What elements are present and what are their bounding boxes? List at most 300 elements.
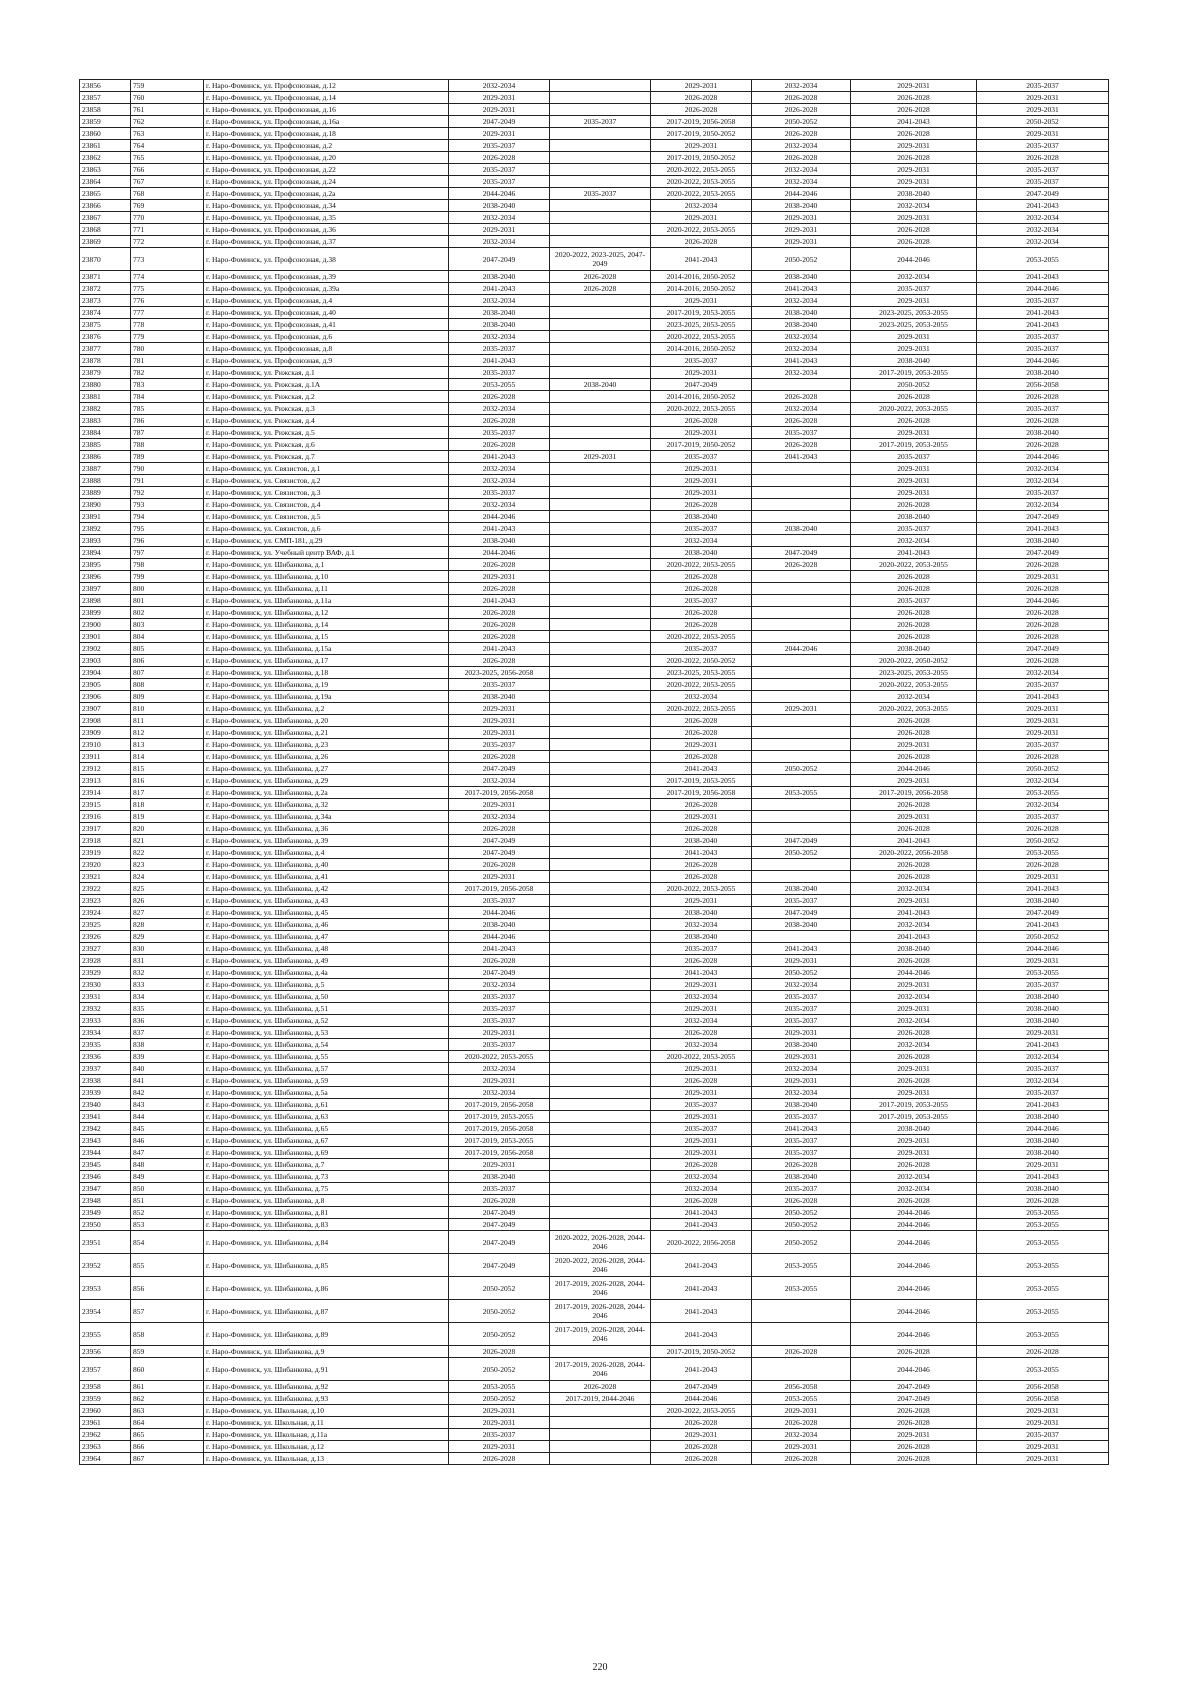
cell-row-id: 23929: [80, 967, 131, 979]
cell-item-number: 789: [131, 451, 204, 463]
cell-period-a: 2053-2055: [449, 379, 550, 391]
cell-period-e: 2044-2046: [851, 967, 977, 979]
cell-address: г. Наро-Фоминск, ул. Рижская, д.4: [204, 415, 449, 427]
cell-period-c: 2029-2031: [651, 739, 752, 751]
cell-period-c: 2044-2046: [651, 1393, 752, 1405]
cell-row-id: 23917: [80, 823, 131, 835]
cell-item-number: 862: [131, 1393, 204, 1405]
cell-period-e: 2029-2031: [851, 1429, 977, 1441]
cell-period-b: 2020-2022, 2023-2025, 2047-2049: [550, 248, 651, 271]
cell-period-a: 2044-2046: [449, 188, 550, 200]
cell-period-e: 2026-2028: [851, 871, 977, 883]
cell-item-number: 770: [131, 212, 204, 224]
cell-period-c: 2020-2022, 2053-2055: [651, 883, 752, 895]
cell-item-number: 826: [131, 895, 204, 907]
cell-period-b: [550, 1099, 651, 1111]
cell-row-id: 23913: [80, 775, 131, 787]
table-row: [80, 128, 1109, 140]
cell-period-d: [752, 679, 851, 691]
cell-address: г. Наро-Фоминск, ул. Связистов, д.3: [204, 487, 449, 499]
cell-period-b: 2035-2037: [550, 116, 651, 128]
cell-period-c: 2014-2016, 2050-2052: [651, 283, 752, 295]
cell-address: г. Наро-Фоминск, ул. Шибанкова, д.34а: [204, 811, 449, 823]
cell-period-b: [550, 475, 651, 487]
cell-period-d: 2038-2040: [752, 319, 851, 331]
cell-period-d: 2026-2028: [752, 1346, 851, 1358]
cell-address: г. Наро-Фоминск, ул. Шибанкова, д.29: [204, 775, 449, 787]
cell-period-e: 2035-2037: [851, 523, 977, 535]
cell-period-d: 2044-2046: [752, 643, 851, 655]
table-row: [80, 295, 1109, 307]
cell-row-id: 23857: [80, 92, 131, 104]
cell-period-c: 2026-2028: [651, 571, 752, 583]
cell-period-a: 2017-2019, 2056-2058: [449, 1147, 550, 1159]
cell-period-f: 2056-2058: [977, 379, 1109, 391]
cell-item-number: 821: [131, 835, 204, 847]
cell-row-id: 23937: [80, 1063, 131, 1075]
cell-address: г. Наро-Фоминск, ул. Связистов, д.2: [204, 475, 449, 487]
cell-row-id: 23886: [80, 451, 131, 463]
cell-period-e: 2026-2028: [851, 128, 977, 140]
cell-item-number: 779: [131, 331, 204, 343]
cell-address: г. Наро-Фоминск, ул. Шибанкова, д.67: [204, 1135, 449, 1147]
cell-period-a: 2035-2037: [449, 679, 550, 691]
cell-period-e: 2026-2028: [851, 1075, 977, 1087]
cell-period-a: 2047-2049: [449, 835, 550, 847]
cell-period-d: [752, 607, 851, 619]
cell-address: г. Наро-Фоминск, ул. Связистов, д.4: [204, 499, 449, 511]
cell-period-d: 2035-2037: [752, 991, 851, 1003]
cell-period-b: [550, 463, 651, 475]
cell-period-d: 2032-2034: [752, 140, 851, 152]
table-row: [80, 1219, 1109, 1231]
cell-row-id: 23922: [80, 883, 131, 895]
cell-period-c: 2029-2031: [651, 140, 752, 152]
cell-period-b: [550, 679, 651, 691]
table-row: [80, 799, 1109, 811]
cell-item-number: 841: [131, 1075, 204, 1087]
cell-period-d: 2041-2043: [752, 943, 851, 955]
cell-period-f: 2026-2028: [977, 391, 1109, 403]
cell-period-e: 2032-2034: [851, 883, 977, 895]
cell-item-number: 863: [131, 1405, 204, 1417]
table-row: [80, 691, 1109, 703]
cell-period-b: [550, 619, 651, 631]
cell-period-e: 2029-2031: [851, 80, 977, 92]
cell-period-f: 2041-2043: [977, 307, 1109, 319]
cell-row-id: 23881: [80, 391, 131, 403]
cell-item-number: 832: [131, 967, 204, 979]
cell-period-d: 2041-2043: [752, 283, 851, 295]
cell-period-f: 2038-2040: [977, 1183, 1109, 1195]
cell-period-b: 2026-2028: [550, 283, 651, 295]
cell-period-f: 2029-2031: [977, 703, 1109, 715]
table-row: [80, 1015, 1109, 1027]
cell-period-e: 2038-2040: [851, 643, 977, 655]
cell-period-b: [550, 511, 651, 523]
cell-period-e: 2026-2028: [851, 104, 977, 116]
cell-period-d: 2029-2031: [752, 1075, 851, 1087]
cell-period-c: 2041-2043: [651, 847, 752, 859]
cell-period-c: 2029-2031: [651, 295, 752, 307]
cell-period-f: 2047-2049: [977, 907, 1109, 919]
cell-period-e: 2035-2037: [851, 283, 977, 295]
cell-period-c: 2026-2028: [651, 1075, 752, 1087]
cell-period-d: 2050-2052: [752, 248, 851, 271]
cell-period-d: [752, 739, 851, 751]
cell-address: г. Наро-Фоминск, ул. Шибанкова, д.15а: [204, 643, 449, 655]
cell-period-d: 2032-2034: [752, 164, 851, 176]
cell-period-f: 2029-2031: [977, 955, 1109, 967]
cell-period-e: 2029-2031: [851, 1087, 977, 1099]
cell-period-e: 2029-2031: [851, 487, 977, 499]
cell-period-a: 2035-2037: [449, 487, 550, 499]
cell-address: г. Наро-Фоминск, ул. Шибанкова, д.14: [204, 619, 449, 631]
table-row: [80, 427, 1109, 439]
cell-period-a: 2026-2028: [449, 1346, 550, 1358]
cell-item-number: 840: [131, 1063, 204, 1075]
table-row: [80, 1254, 1109, 1277]
cell-period-f: 2053-2055: [977, 1277, 1109, 1300]
cell-period-a: 2041-2043: [449, 451, 550, 463]
table-row: [80, 1039, 1109, 1051]
cell-period-d: 2041-2043: [752, 1123, 851, 1135]
cell-row-id: 23927: [80, 943, 131, 955]
cell-period-f: 2029-2031: [977, 104, 1109, 116]
table-row: [80, 1183, 1109, 1195]
cell-period-f: 2035-2037: [977, 1063, 1109, 1075]
table-row: [80, 967, 1109, 979]
cell-address: г. Наро-Фоминск, ул. Профсоюзная, д.16а: [204, 116, 449, 128]
cell-address: г. Наро-Фоминск, ул. Школьная, д.11а: [204, 1429, 449, 1441]
cell-period-e: 2032-2034: [851, 200, 977, 212]
cell-period-b: [550, 152, 651, 164]
cell-address: г. Наро-Фоминск, ул. Школьная, д.10: [204, 1405, 449, 1417]
cell-period-a: 2041-2043: [449, 595, 550, 607]
table-row: [80, 391, 1109, 403]
cell-item-number: 808: [131, 679, 204, 691]
cell-address: г. Наро-Фоминск, ул. Профсоюзная, д.39а: [204, 283, 449, 295]
cell-period-f: 2032-2034: [977, 1051, 1109, 1063]
cell-row-id: 23943: [80, 1135, 131, 1147]
cell-period-b: 2017-2019, 2026-2028, 2044-2046: [550, 1323, 651, 1346]
cell-period-b: [550, 1039, 651, 1051]
cell-period-c: 2032-2034: [651, 535, 752, 547]
cell-period-b: [550, 1195, 651, 1207]
cell-address: г. Наро-Фоминск, ул. Учебный центр ВАФ, д.1: [204, 547, 449, 559]
cell-period-c: 2026-2028: [651, 583, 752, 595]
cell-period-f: 2032-2034: [977, 667, 1109, 679]
cell-period-a: 2026-2028: [449, 631, 550, 643]
cell-period-f: 2050-2052: [977, 116, 1109, 128]
cell-period-a: 2044-2046: [449, 547, 550, 559]
cell-row-id: 23865: [80, 188, 131, 200]
cell-item-number: 824: [131, 871, 204, 883]
cell-address: г. Наро-Фоминск, ул. Профсоюзная, д.6: [204, 331, 449, 343]
cell-period-b: [550, 487, 651, 499]
cell-item-number: 790: [131, 463, 204, 475]
cell-period-e: 2044-2046: [851, 1277, 977, 1300]
cell-item-number: 829: [131, 931, 204, 943]
table-row: [80, 116, 1109, 128]
cell-address: г. Наро-Фоминск, ул. Шибанкова, д.51: [204, 1003, 449, 1015]
cell-item-number: 805: [131, 643, 204, 655]
cell-period-d: 2038-2040: [752, 1039, 851, 1051]
cell-item-number: 825: [131, 883, 204, 895]
cell-period-e: 2029-2031: [851, 895, 977, 907]
cell-period-c: 2032-2034: [651, 691, 752, 703]
cell-row-id: 23955: [80, 1323, 131, 1346]
table-body: [80, 80, 1109, 1465]
cell-period-e: 2038-2040: [851, 1123, 977, 1135]
cell-period-f: 2056-2058: [977, 1381, 1109, 1393]
cell-period-a: 2029-2031: [449, 571, 550, 583]
cell-row-id: 23902: [80, 643, 131, 655]
cell-row-id: 23879: [80, 367, 131, 379]
cell-item-number: 812: [131, 727, 204, 739]
cell-address: г. Наро-Фоминск, ул. Шибанкова, д.55: [204, 1051, 449, 1063]
cell-period-f: 2038-2040: [977, 367, 1109, 379]
cell-period-e: 2026-2028: [851, 92, 977, 104]
table-row: [80, 1358, 1109, 1381]
cell-period-c: 2041-2043: [651, 248, 752, 271]
cell-period-a: 2026-2028: [449, 583, 550, 595]
cell-row-id: 23916: [80, 811, 131, 823]
cell-period-a: 2029-2031: [449, 715, 550, 727]
cell-item-number: 781: [131, 355, 204, 367]
cell-period-d: [752, 1300, 851, 1323]
cell-period-c: 2035-2037: [651, 943, 752, 955]
cell-period-e: 2017-2019, 2053-2055: [851, 1111, 977, 1123]
cell-period-c: 2032-2034: [651, 1183, 752, 1195]
table-row: [80, 775, 1109, 787]
cell-period-e: 2032-2034: [851, 919, 977, 931]
cell-period-b: [550, 1207, 651, 1219]
cell-period-f: 2035-2037: [977, 295, 1109, 307]
cell-row-id: 23870: [80, 248, 131, 271]
cell-period-a: 2044-2046: [449, 907, 550, 919]
cell-period-d: [752, 379, 851, 391]
cell-period-f: 2047-2049: [977, 188, 1109, 200]
cell-period-e: 2023-2025, 2053-2055: [851, 667, 977, 679]
cell-address: г. Наро-Фоминск, ул. Шибанкова, д.57: [204, 1063, 449, 1075]
cell-period-f: 2035-2037: [977, 811, 1109, 823]
cell-period-d: 2050-2052: [752, 847, 851, 859]
cell-period-e: 2038-2040: [851, 511, 977, 523]
table-row: [80, 511, 1109, 523]
cell-address: г. Наро-Фоминск, ул. Профсоюзная, д.20: [204, 152, 449, 164]
cell-row-id: 23892: [80, 523, 131, 535]
cell-period-d: 2038-2040: [752, 919, 851, 931]
cell-period-c: 2017-2019, 2050-2052: [651, 1346, 752, 1358]
cell-row-id: 23858: [80, 104, 131, 116]
cell-period-d: 2038-2040: [752, 523, 851, 535]
cell-period-a: 2029-2031: [449, 92, 550, 104]
cell-period-e: 2020-2022, 2053-2055: [851, 559, 977, 571]
cell-period-d: 2029-2031: [752, 955, 851, 967]
cell-address: г. Наро-Фоминск, ул. Шибанкова, д.41: [204, 871, 449, 883]
cell-period-c: 2014-2016, 2050-2052: [651, 271, 752, 283]
cell-period-d: [752, 667, 851, 679]
cell-period-b: [550, 787, 651, 799]
cell-row-id: 23957: [80, 1358, 131, 1381]
cell-row-id: 23895: [80, 559, 131, 571]
cell-period-b: [550, 104, 651, 116]
cell-item-number: 784: [131, 391, 204, 403]
cell-address: г. Наро-Фоминск, ул. Профсоюзная, д.37: [204, 236, 449, 248]
cell-period-c: 2026-2028: [651, 1417, 752, 1429]
cell-period-c: 2032-2034: [651, 200, 752, 212]
cell-period-f: 2035-2037: [977, 164, 1109, 176]
cell-period-e: 2026-2028: [851, 583, 977, 595]
cell-address: г. Наро-Фоминск, ул. Шибанкова, д.65: [204, 1123, 449, 1135]
cell-item-number: 830: [131, 943, 204, 955]
cell-row-id: 23949: [80, 1207, 131, 1219]
cell-period-a: 2032-2034: [449, 80, 550, 92]
cell-period-d: 2047-2049: [752, 835, 851, 847]
cell-address: г. Наро-Фоминск, ул. Шибанкова, д.92: [204, 1381, 449, 1393]
cell-period-d: 2050-2052: [752, 967, 851, 979]
cell-period-a: 2032-2034: [449, 811, 550, 823]
cell-period-d: 2032-2034: [752, 343, 851, 355]
cell-period-e: 2041-2043: [851, 931, 977, 943]
cell-period-b: [550, 80, 651, 92]
cell-period-a: 2035-2037: [449, 176, 550, 188]
cell-address: г. Наро-Фоминск, ул. СМП-181, д.29: [204, 535, 449, 547]
cell-period-f: 2053-2055: [977, 1219, 1109, 1231]
cell-period-b: 2017-2019, 2044-2046: [550, 1393, 651, 1405]
cell-period-d: 2026-2028: [752, 559, 851, 571]
cell-period-a: 2026-2028: [449, 859, 550, 871]
cell-address: г. Наро-Фоминск, ул. Шибанкова, д.85: [204, 1254, 449, 1277]
cell-period-f: 2041-2043: [977, 200, 1109, 212]
cell-item-number: 847: [131, 1147, 204, 1159]
cell-period-d: 2032-2034: [752, 1429, 851, 1441]
cell-period-b: [550, 1027, 651, 1039]
cell-period-b: [550, 499, 651, 511]
cell-period-f: 2035-2037: [977, 80, 1109, 92]
cell-address: г. Наро-Фоминск, ул. Шибанкова, д.39: [204, 835, 449, 847]
cell-period-e: 2032-2034: [851, 535, 977, 547]
cell-period-e: 2032-2034: [851, 1039, 977, 1051]
cell-period-e: 2017-2019, 2053-2055: [851, 439, 977, 451]
cell-period-f: 2038-2040: [977, 1003, 1109, 1015]
cell-period-c: 2029-2031: [651, 1087, 752, 1099]
cell-item-number: 865: [131, 1429, 204, 1441]
table-row: [80, 1111, 1109, 1123]
cell-period-e: 2032-2034: [851, 691, 977, 703]
cell-period-e: 2029-2031: [851, 164, 977, 176]
cell-period-a: 2050-2052: [449, 1358, 550, 1381]
table-row: [80, 1417, 1109, 1429]
cell-row-id: 23921: [80, 871, 131, 883]
cell-period-c: 2047-2049: [651, 1381, 752, 1393]
cell-period-c: 2038-2040: [651, 835, 752, 847]
cell-period-b: [550, 1015, 651, 1027]
cell-item-number: 771: [131, 224, 204, 236]
cell-period-d: 2032-2034: [752, 1087, 851, 1099]
cell-address: г. Наро-Фоминск, ул. Профсоюзная, д.40: [204, 307, 449, 319]
cell-period-f: 2041-2043: [977, 271, 1109, 283]
cell-row-id: 23931: [80, 991, 131, 1003]
cell-period-f: 2038-2040: [977, 427, 1109, 439]
cell-row-id: 23878: [80, 355, 131, 367]
cell-period-c: 2020-2022, 2053-2055: [651, 679, 752, 691]
table-row: [80, 1381, 1109, 1393]
cell-period-f: 2026-2028: [977, 415, 1109, 427]
cell-period-c: 2014-2016, 2050-2052: [651, 343, 752, 355]
cell-period-e: 2026-2028: [851, 859, 977, 871]
cell-row-id: 23856: [80, 80, 131, 92]
cell-period-d: 2038-2040: [752, 271, 851, 283]
cell-address: г. Наро-Фоминск, ул. Связистов, д.1: [204, 463, 449, 475]
cell-item-number: 838: [131, 1039, 204, 1051]
cell-item-number: 843: [131, 1099, 204, 1111]
cell-period-f: 2032-2034: [977, 1075, 1109, 1087]
cell-item-number: 778: [131, 319, 204, 331]
cell-item-number: 797: [131, 547, 204, 559]
table-row: [80, 607, 1109, 619]
cell-period-d: [752, 727, 851, 739]
cell-period-b: [550, 571, 651, 583]
cell-period-a: 2020-2022, 2053-2055: [449, 1051, 550, 1063]
cell-period-b: [550, 224, 651, 236]
cell-row-id: 23961: [80, 1417, 131, 1429]
cell-period-b: [550, 1123, 651, 1135]
cell-row-id: 23940: [80, 1099, 131, 1111]
cell-item-number: 836: [131, 1015, 204, 1027]
cell-period-e: 2017-2019, 2053-2055: [851, 367, 977, 379]
cell-period-d: 2032-2034: [752, 331, 851, 343]
cell-period-e: 2026-2028: [851, 631, 977, 643]
cell-address: г. Наро-Фоминск, ул. Рижская, д.1: [204, 367, 449, 379]
cell-row-id: 23894: [80, 547, 131, 559]
cell-period-c: 2029-2031: [651, 1063, 752, 1075]
cell-item-number: 759: [131, 80, 204, 92]
cell-item-number: 809: [131, 691, 204, 703]
cell-period-d: [752, 499, 851, 511]
cell-period-b: 2026-2028: [550, 271, 651, 283]
table-row: [80, 212, 1109, 224]
cell-period-c: 2029-2031: [651, 1003, 752, 1015]
cell-period-e: 2026-2028: [851, 1441, 977, 1453]
cell-period-a: 2041-2043: [449, 643, 550, 655]
cell-period-c: 2020-2022, 2053-2055: [651, 331, 752, 343]
cell-period-c: 2035-2037: [651, 1099, 752, 1111]
cell-row-id: 23947: [80, 1183, 131, 1195]
cell-period-c: 2041-2043: [651, 763, 752, 775]
cell-period-d: 2038-2040: [752, 307, 851, 319]
cell-address: г. Наро-Фоминск, ул. Шибанкова, д.52: [204, 1015, 449, 1027]
cell-period-c: 2020-2022, 2056-2058: [651, 1231, 752, 1254]
cell-period-c: 2020-2022, 2053-2055: [651, 703, 752, 715]
cell-period-d: [752, 1323, 851, 1346]
cell-period-d: 2032-2034: [752, 295, 851, 307]
cell-period-a: 2050-2052: [449, 1277, 550, 1300]
cell-address: г. Наро-Фоминск, ул. Шибанкова, д.54: [204, 1039, 449, 1051]
cell-period-d: [752, 859, 851, 871]
cell-period-b: [550, 295, 651, 307]
cell-period-b: [550, 967, 651, 979]
cell-period-d: 2038-2040: [752, 883, 851, 895]
cell-row-id: 23942: [80, 1123, 131, 1135]
cell-period-a: 2026-2028: [449, 559, 550, 571]
cell-address: г. Наро-Фоминск, ул. Профсоюзная, д.16: [204, 104, 449, 116]
cell-period-c: 2026-2028: [651, 955, 752, 967]
cell-period-b: [550, 1219, 651, 1231]
cell-item-number: 801: [131, 595, 204, 607]
cell-period-b: [550, 1417, 651, 1429]
